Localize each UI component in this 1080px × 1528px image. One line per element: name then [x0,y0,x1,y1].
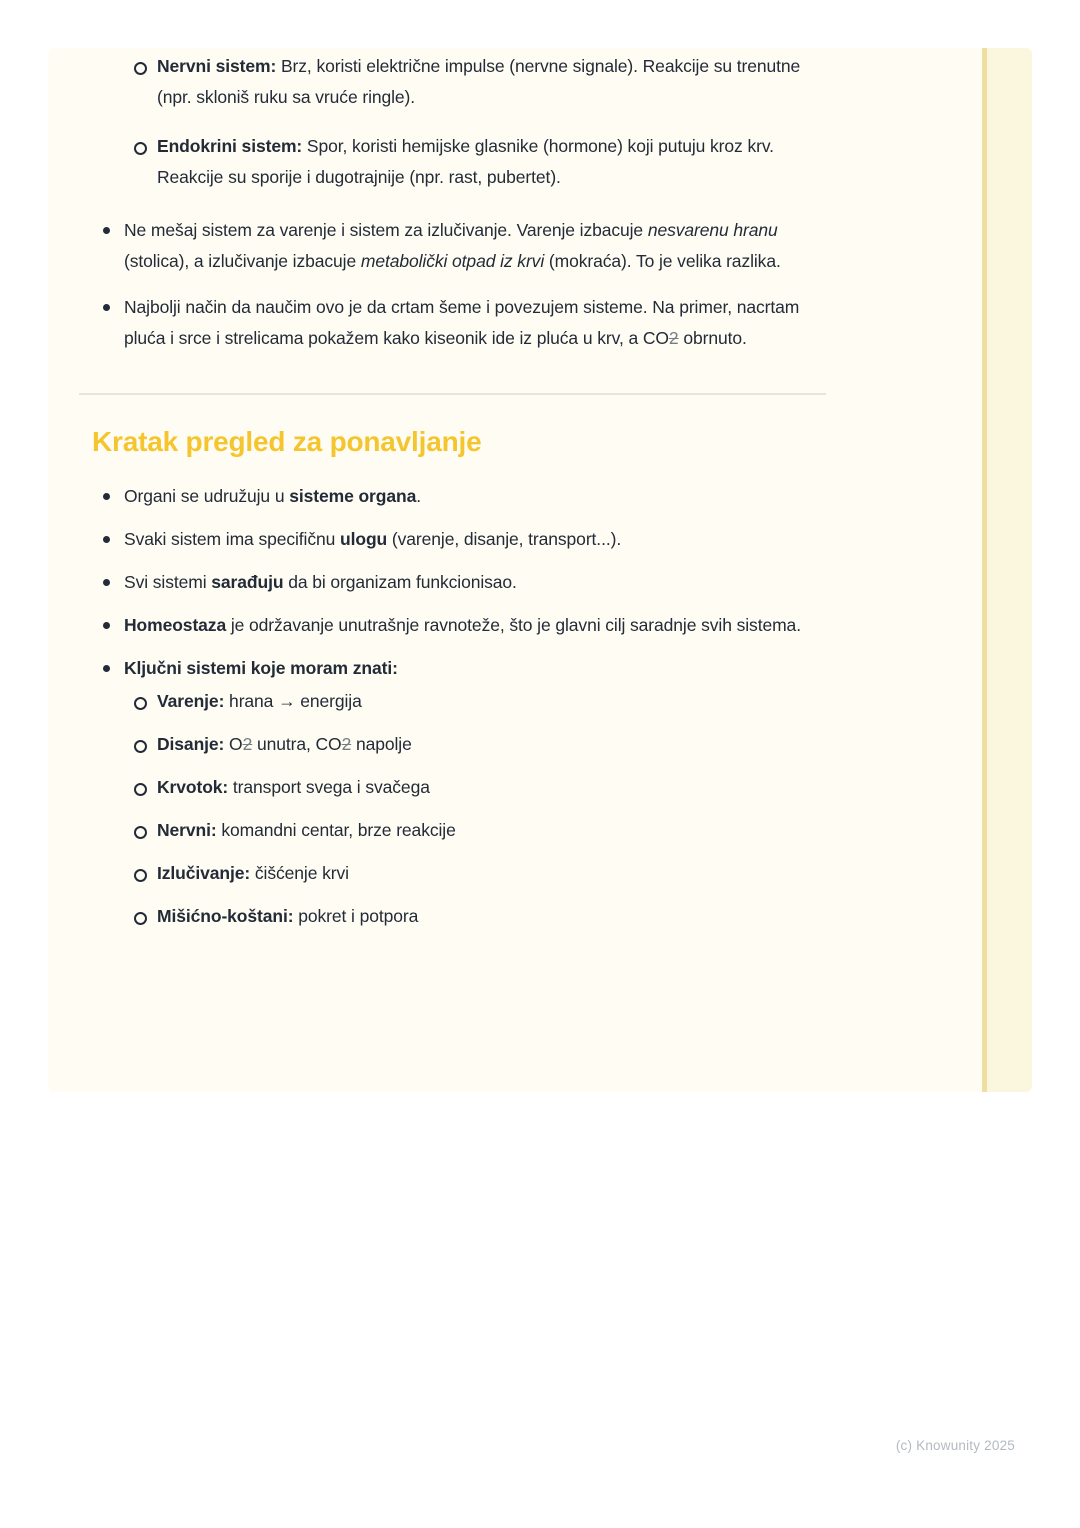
list-item: Disanje: O2 unutra, CO2 napolje [124,729,826,760]
list-item: Nervni: komandni centar, brze reakcije [124,815,826,846]
list-item: Izlučivanje: čišćenje krvi [124,858,826,889]
document-page [48,48,1032,1092]
copyright-footer: (c) Knowunity 2025 [895,1438,1015,1453]
section-heading: Kratak pregled za ponavljanje [92,426,482,457]
list-item: Endokrini sistem: Spor, koristi hemijske glasnike (hormone) koji putuju kroz krv. Reakcije su sporije i dugotrajnije (npr. rast, pubertet). [79,131,826,193]
list-item: Krvotok: transport svega i svačega [124,772,826,803]
list-item: Homeostaza je održavanje unutrašnje ravnoteže, što je glavni cilj saradnje svih sistema. [79,610,826,641]
body-systems-sublist [79,51,826,211]
list-item: Organi se udružuju u sisteme organa. [79,481,826,512]
divider [79,393,826,395]
page-edge-stripe [982,48,1032,1092]
list-item: Svi sistemi sarađuju da bi organizam funkcionisao. [79,567,826,598]
list-item: Svaki sistem ima specifičnu ulogu (varenje, disanje, transport...). [79,524,826,555]
notes-list [79,215,826,369]
list-item: Ključni sistemi koje moram znati: Varenje: hrana → energija Disanje: O2 unutra, CO2 napolje Krvotok: transport svega i svačega Nervni: komandni centar, brze reakcije Izlučivanje: čišćenje krvi Mišićno-koštani: pokret i potpora [79,653,826,944]
document-content [79,48,826,956]
list-item: Nervni sistem: Brz, koristi električne impulse (nervne signale). Reakcije su trenutne (npr. skloniš ruku sa vruće ringle). [79,51,826,113]
review-list [79,481,826,956]
list-item: Najbolji način da naučim ovo je da crtam šeme i povezujem sisteme. Na primer, nacrtam pluća i srce i strelicama pokažem kako kiseonik ide iz pluća u krv, a CO2 obrnuto. [79,292,826,354]
list-item: Ne mešaj sistem za varenje i sistem za izlučivanje. Varenje izbacuje nesvarenu hranu (stolica), a izlučivanje izbacuje metabolički otpad iz krvi (mokraća). To je velika razlika. [79,215,826,277]
key-systems-sublist [124,686,826,944]
list-item: Mišićno-koštani: pokret i potpora [124,901,826,932]
list-item: Varenje: hrana → energija [124,686,826,717]
